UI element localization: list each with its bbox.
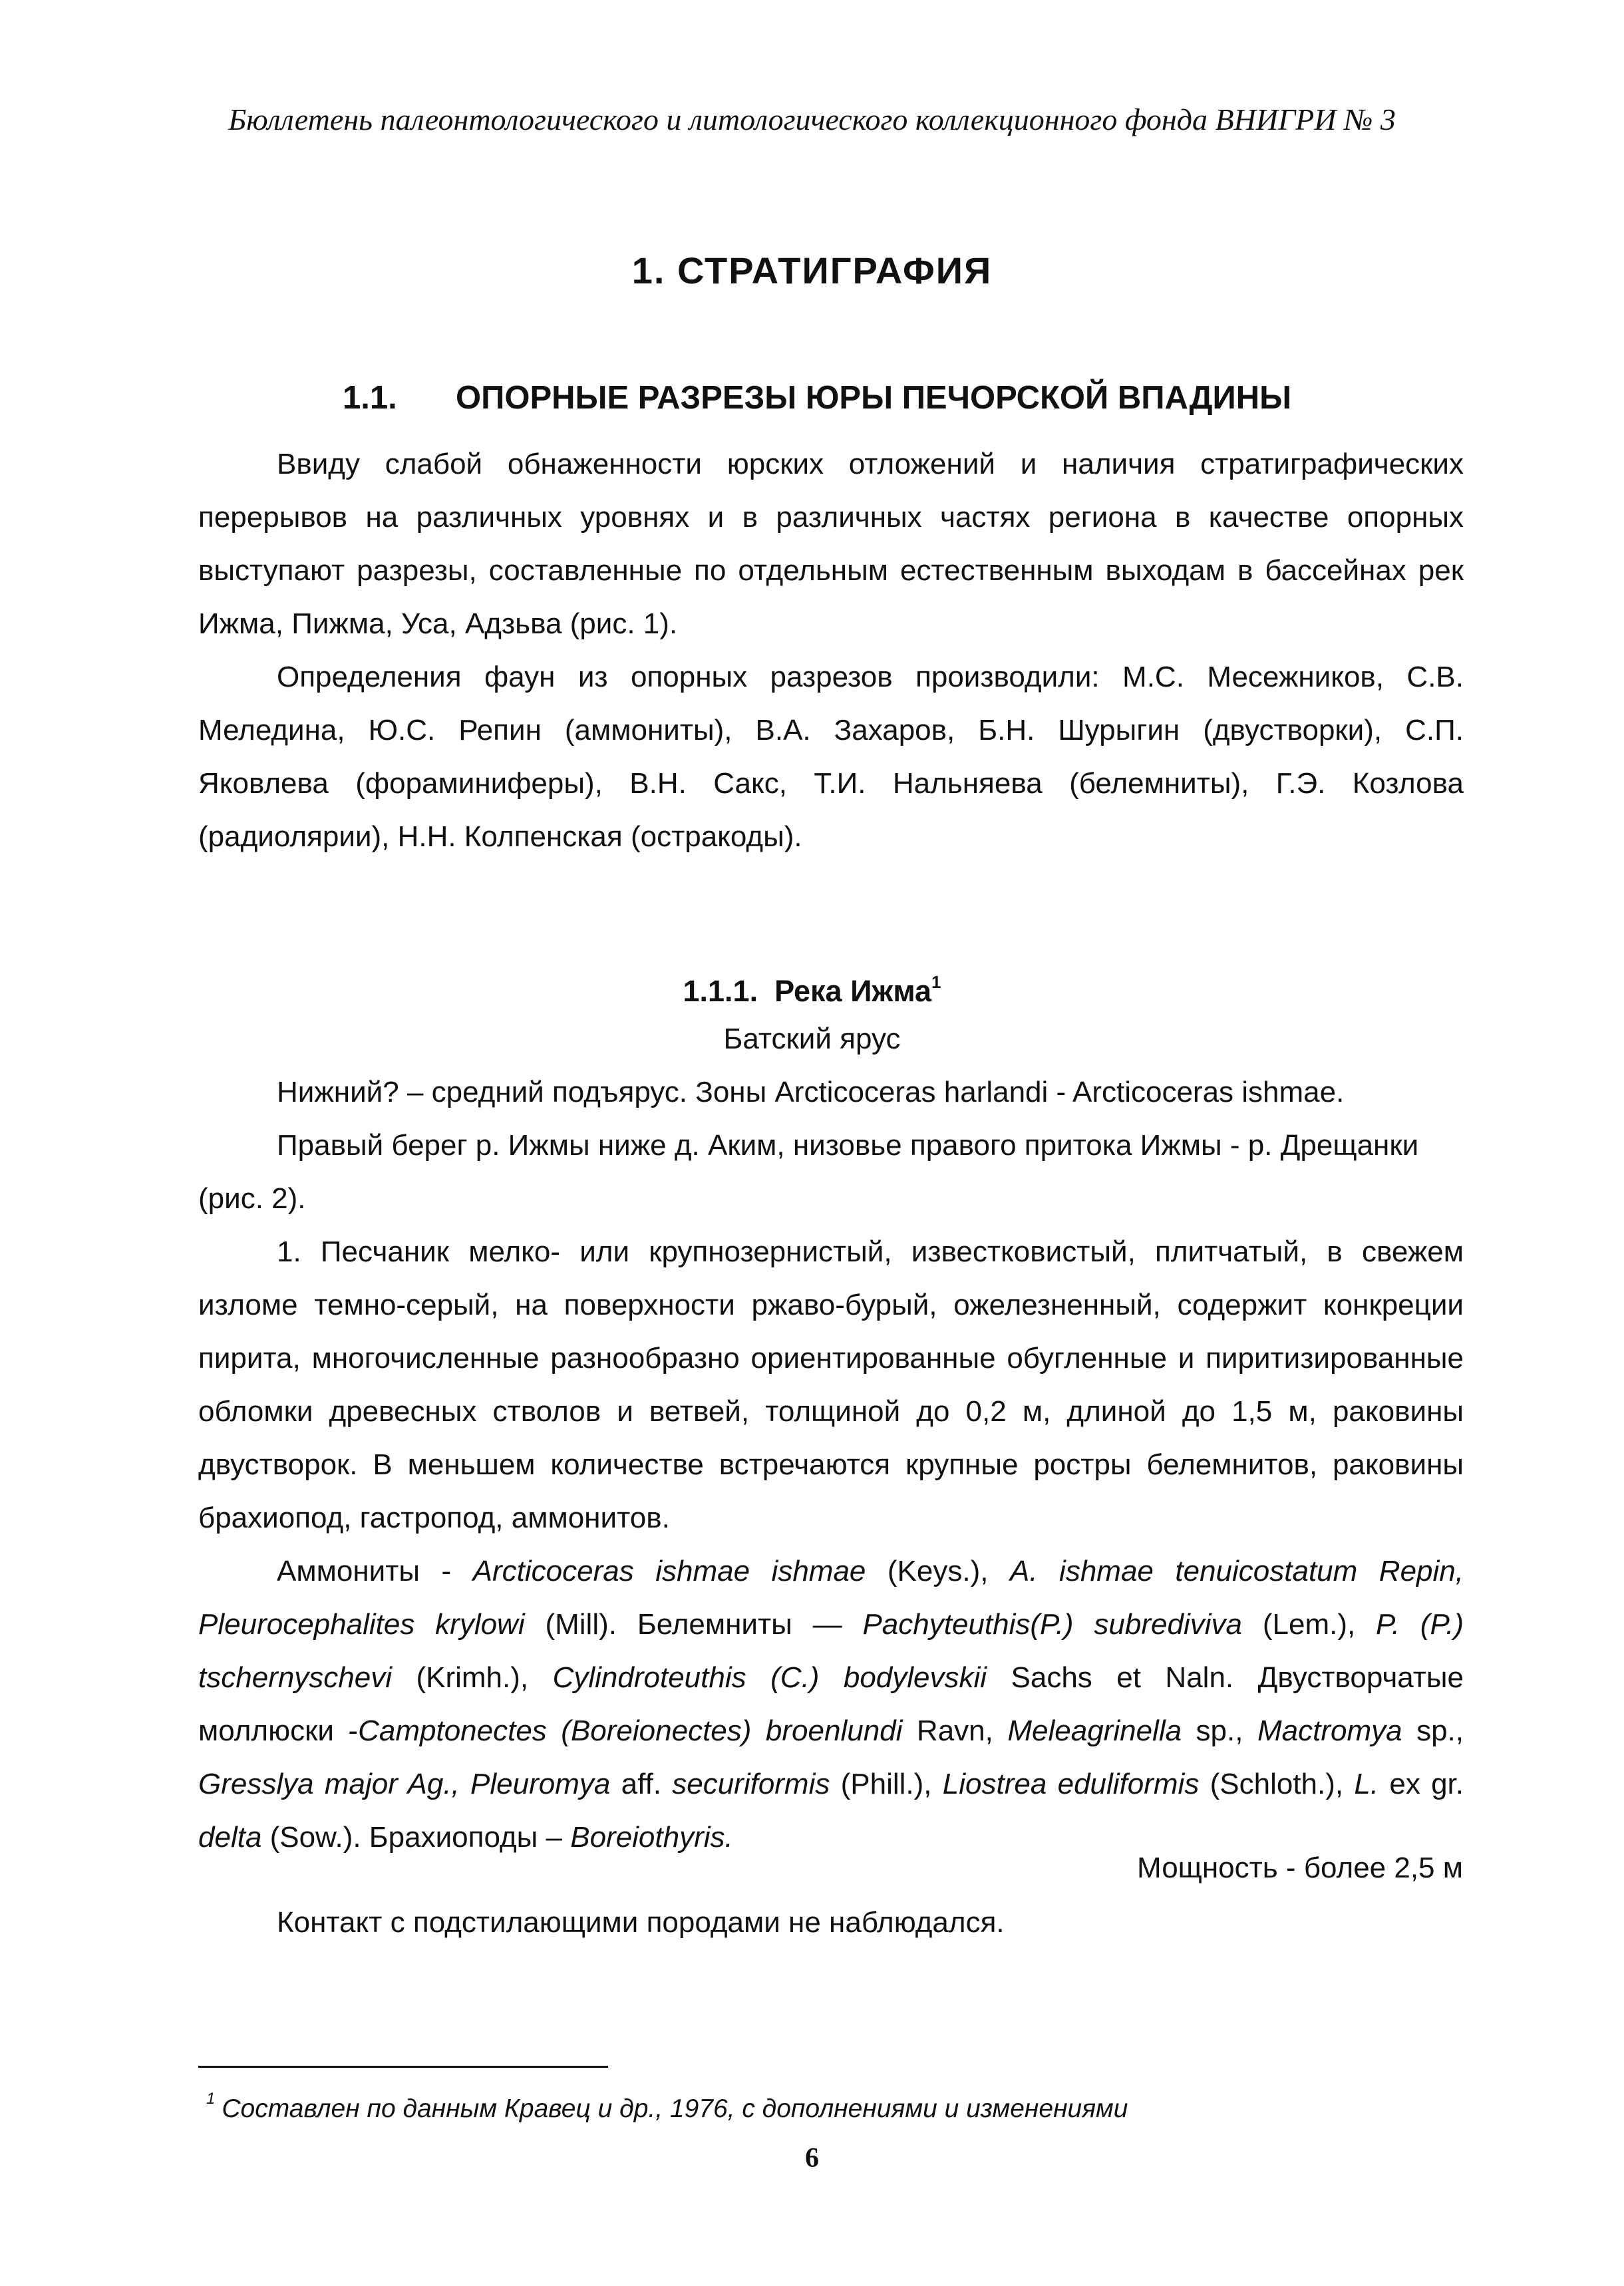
taxon-name: Arcticoceras ishmae ishmae xyxy=(472,1555,866,1587)
taxon-name: Boreiothyris. xyxy=(570,1821,733,1854)
running-header: Бюллетень палеонтологического и литологического коллекционного фонда ВНИГРИ № 3 xyxy=(228,102,1396,136)
fauna-identifiers-paragraph: Определения фаун из опорных разрезов производили: М.С. Месежников, С.В. Меледина, Ю.С. Репин (аммониты), В.А. Захаров, Б.Н. Шурыгин (двустворки), С.П. Яковлева (фораминиферы), В.Н. Сакс, Т.И. Нальняева (белемниты), Г.Э. Козлова (радиолярии), Н.Н. Колпенская (остракоды). xyxy=(198,661,1464,853)
taxon-name: P. (P.) tschernyschevi xyxy=(198,1608,1464,1694)
taxon-name: Meleagrinella xyxy=(1007,1714,1182,1747)
footnote-mark: 1 xyxy=(206,2090,216,2108)
taxon-name: A. ishmae tenuicostatum Repin, Pleurocephalites krylowi xyxy=(198,1555,1464,1641)
intro-block xyxy=(198,438,1464,864)
footnote-reference[interactable]: 1 xyxy=(931,972,941,992)
fauna-text: Аммониты - xyxy=(277,1555,473,1587)
section-description xyxy=(198,1066,1464,1864)
fauna-text: (Krimh.), xyxy=(392,1661,553,1694)
fauna-text: (Phill.), xyxy=(830,1768,943,1800)
taxon-name: Gresslya major Ag., Pleuromya xyxy=(198,1768,611,1800)
taxon-name: delta xyxy=(198,1821,262,1854)
taxon-name: Mactromya xyxy=(1257,1714,1402,1747)
taxon-name: Liostrea eduliformis xyxy=(942,1768,1200,1800)
fauna-text: (Sow.). Брахиоподы – xyxy=(261,1821,571,1854)
footnote-text: Составлен по данным Кравец и др., 1976, с дополнениями и изменениями xyxy=(222,2094,1128,2123)
fauna-text: Ravn, xyxy=(902,1714,1008,1747)
page-number: 6 xyxy=(805,2143,819,2174)
contact-line: Контакт с подстилающими породами не наблюдался. xyxy=(277,1906,1005,1939)
fauna-text: (Mill). Белемниты — xyxy=(524,1608,863,1641)
taxon-name: Cylindroteuthis (C.) bodylevskii xyxy=(552,1661,987,1694)
location-paragraph: Правый берег р. Ижмы ниже д. Аким, низовье правого притока Ижмы - р. Дрещанки (рис. 2). xyxy=(198,1129,1419,1215)
subsection-title xyxy=(0,965,1624,1011)
section-number: 1.1. xyxy=(343,380,397,416)
fauna-text: aff. xyxy=(610,1768,673,1800)
subsection-number: 1.1.1. xyxy=(683,974,758,1008)
fauna-text: (Lem.), xyxy=(1242,1608,1377,1641)
taxon-name: Pachyteuthis(P.) subrediviva xyxy=(862,1608,1242,1641)
thickness-line: Мощность - более 2,5 м xyxy=(1137,1852,1463,1884)
fauna-text: (Schloth.), xyxy=(1199,1768,1355,1800)
stage-title: Батский ярус xyxy=(723,1023,901,1055)
section-title xyxy=(343,377,1291,419)
fauna-paragraph xyxy=(198,1545,1464,1864)
footnote xyxy=(206,2086,1128,2126)
taxon-name: L. xyxy=(1354,1768,1379,1800)
taxon-name: Camptonectes (Boreionectes) broenlundi xyxy=(358,1714,903,1747)
section-title-text: ОПОРНЫЕ РАЗРЕЗЫ ЮРЫ ПЕЧОРСКОЙ ВПАДИНЫ xyxy=(456,380,1292,416)
fauna-text: (Keys.), xyxy=(866,1555,1010,1587)
substage-line: Нижний? – средний подъярус. Зоны Arcticoceras harlandi - Arcticoceras ishmae. xyxy=(277,1076,1345,1108)
subsection-title-text: Река Ижма xyxy=(774,974,932,1008)
layer-1-paragraph: 1. Песчаник мелко- или крупнозернистый, известковистый, плитчатый, в свежем изломе темно-серый, на поверхности ржаво-бурый, ожелезненный, содержит конкреции пирита, многочисленные разнообразно ориентированные обугленные и пиритизированные обломки древесных стволов и ветвей, толщиной до 0,2 м, длиной до 1,5 м, раковины двустворок. В меньшем количестве встречаются крупные ростры белемнитов, раковины брахиопод, гастропод, аммонитов. xyxy=(198,1235,1464,1534)
taxon-name: securiformis xyxy=(672,1768,830,1800)
fauna-text: sp., xyxy=(1182,1714,1257,1747)
fauna-text: ex gr. xyxy=(1379,1768,1464,1800)
fauna-text: Sachs et Naln. Двустворчатые моллюски - xyxy=(198,1661,1464,1747)
chapter-title: 1. СТРАТИГРАФИЯ xyxy=(631,249,993,291)
fauna-text: sp., xyxy=(1402,1714,1464,1747)
intro-paragraph: Ввиду слабой обнаженности юрских отложений и наличия стратиграфических перерывов на различных уровнях и в различных частях региона в качестве опорных выступают разрезы, составленные по отдельным естественным выходам в бассейнах рек Ижма, Пижма, Уса, Адзьва (рис. 1). xyxy=(198,448,1464,640)
footnote-divider xyxy=(198,2066,608,2068)
